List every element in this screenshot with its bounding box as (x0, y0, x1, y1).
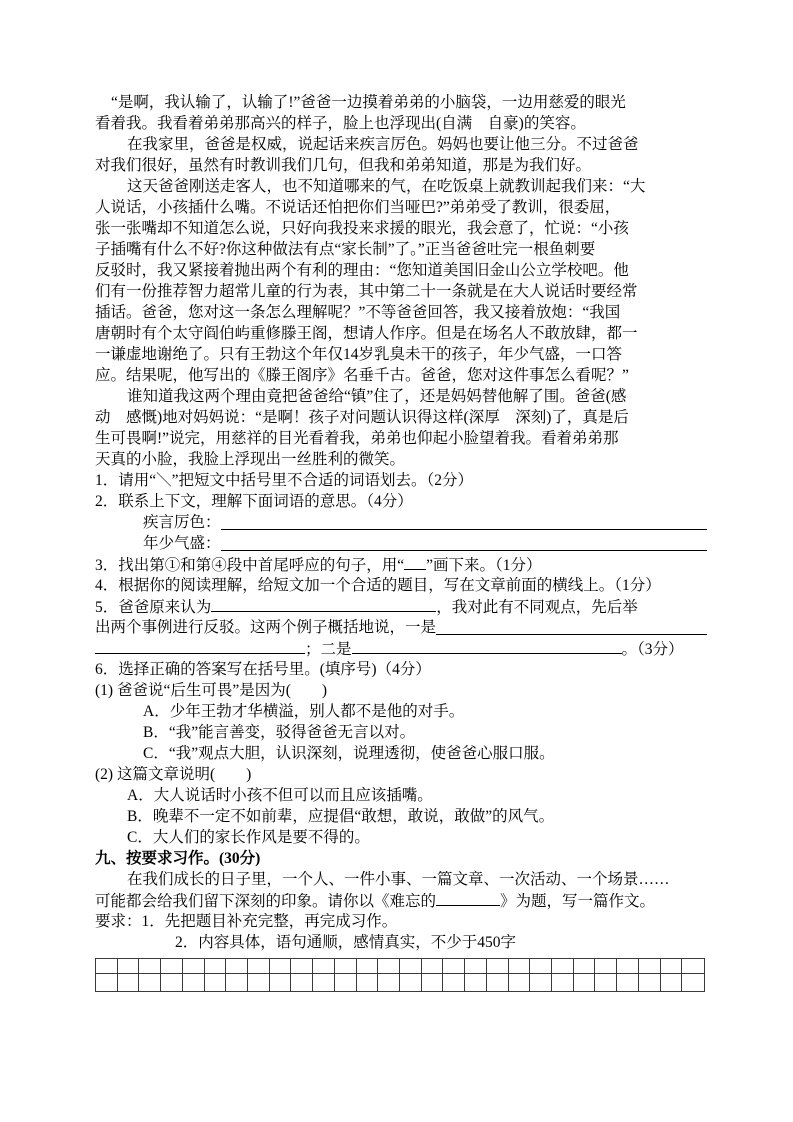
text-segment: 在我们成长的日子里，一个人、一件小事、一篇文章、一次活动、一个场景…… (127, 871, 670, 888)
answer-blank (436, 619, 707, 635)
text-segment: 4．根据你的阅读理解，给短文加一个合适的题目，写在文章前面的横线上。（1分） (95, 577, 661, 594)
question-4 (95, 575, 707, 596)
writing-grid-cell (487, 974, 509, 991)
passage-p1-line2 (95, 113, 707, 134)
writing-grid-cell (226, 974, 248, 991)
text-segment: 天真的小脸，我脸上浮现出一丝胜利的微笑。 (95, 451, 406, 468)
passage-p3-line2 (95, 197, 707, 218)
text-segment: 生可畏啊!”说完，用慈祥的目光看着我，弟弟也仰起小脸望着我。看着弟弟那 (95, 430, 619, 447)
question-6-2-option-c (95, 827, 707, 848)
text-segment: 谁知道我这两个理由竟把爸爸给“镇”住了，还是妈妈替他解了围。爸爸(感 (127, 388, 627, 405)
question-5-line2 (95, 617, 707, 638)
writing-grid-cell (574, 959, 596, 974)
passage-p4-line2 (95, 407, 707, 428)
writing-grid-cell (639, 959, 661, 974)
passage-p3-line7 (95, 302, 707, 323)
text-segment: (1) 爸爸说“后生可畏”是因为( ) (95, 682, 328, 699)
writing-grid-cell (422, 959, 444, 974)
question-2-word1 (95, 512, 707, 533)
writing-grid (95, 958, 705, 992)
text-segment: 张一张嘴却不知道怎么说，只好向我投来求援的眼光，我会意了，忙说：“小孩 (95, 220, 629, 237)
writing-grid-cell (118, 959, 140, 974)
question-1 (95, 470, 707, 491)
text-segment: ”画下来。（1分） (426, 557, 542, 574)
writing-grid-cell (161, 974, 183, 991)
writing-grid-cell (248, 959, 270, 974)
writing-grid-cell (335, 959, 357, 974)
text-segment: B．“我”能言善变，驳得爸爸无言以对。 (143, 724, 416, 741)
text-segment: 3．找出第①和第④段中首尾呼应的句子，用“ (95, 557, 405, 574)
writing-grid-cell (291, 974, 313, 991)
text-segment: 唐朝时有个太守阎伯屿重修滕王阁，想请人作序。但是在场名人不敢放肆，都一 (95, 325, 638, 342)
writing-grid-cell (226, 959, 248, 974)
passage-p4-line1 (95, 386, 707, 407)
writing-grid-cell (139, 959, 161, 974)
writing-grid-cell (443, 959, 465, 974)
answer-blank (211, 596, 436, 612)
text-segment: 九、按要求习作。(30分) (95, 850, 261, 867)
writing-grid-cell (661, 959, 683, 974)
passage-p2-line2 (95, 155, 707, 176)
text-segment: 们有一份推荐智力超常儿童的行为表，其中第二十一条就是在大人说话时要经常 (95, 283, 638, 300)
writing-grid-cell (595, 974, 617, 991)
answer-blank (95, 638, 305, 654)
text-segment: A．少年王勃才华横溢，别人都不是他的对手。 (143, 703, 465, 720)
writing-grid-cell (183, 974, 205, 991)
answer-blank (221, 535, 707, 551)
writing-grid-cell (96, 974, 118, 991)
writing-grid-cell (509, 959, 531, 974)
question-5-line3 (95, 638, 707, 659)
text-segment: 可能都会给我们留下深刻的印象。请你以《难忘的 (95, 893, 437, 910)
writing-grid-cell (313, 974, 335, 991)
text-segment: 这天爸爸刚送走客人，也不知道哪来的气，在吃饭桌上就教训起我们来：“大 (127, 178, 646, 195)
writing-grid-cell (661, 974, 683, 991)
writing-grid-cell (530, 959, 552, 974)
text-segment: 要求：1．先把题目补充完整，再完成习作。 (95, 913, 398, 930)
question-5-line1 (95, 596, 707, 617)
text-segment: 插话。爸爸，您对这一条怎么理解呢？”不等爸爸回答，我又接着放炮：“我国 (95, 304, 621, 321)
passage-p3-line6 (95, 281, 707, 302)
writing-grid-cell (682, 959, 704, 974)
writing-grid-cell (270, 959, 292, 974)
writing-grid-cell (617, 959, 639, 974)
writing-grid-cell (139, 974, 161, 991)
question-6-2-option-b (95, 806, 707, 827)
writing-grid-cell (378, 959, 400, 974)
text-segment: 动 感慨)地对妈妈说：“是啊！孩子对问题认识得这样(深厚 深刻)了，真是后 (95, 409, 629, 426)
question-6-1-option-c (95, 743, 707, 764)
text-segment: (2) 这篇文章说明( ) (95, 766, 252, 783)
writing-grid-cell (96, 959, 118, 974)
question-2-word2 (95, 533, 707, 554)
text-segment: ，我对此有不同观点，先后举 (436, 599, 638, 616)
document-content (95, 92, 707, 992)
text-segment: 年少气盛： (143, 535, 221, 552)
passage-p3-line3 (95, 218, 707, 239)
text-segment: 6．选择正确的答案写在括号里。(填序号)（4分） (95, 661, 431, 678)
question-6-1 (95, 680, 707, 701)
passage-p4-line4 (95, 449, 707, 470)
answer-blank (352, 638, 622, 654)
text-segment: 应。结果呢，他写出的《滕王阁序》名垂千古。爸爸，您对这件事怎么看呢？” (95, 367, 629, 384)
writing-grid-cell (313, 959, 335, 974)
writing-grid-cell (161, 959, 183, 974)
passage-p2-line1 (95, 134, 707, 155)
text-segment: 一谦虚地谢绝了。只有王勃这个年仅14岁乳臭未干的孩子，年少气盛，一口答 (95, 346, 623, 363)
writing-grid-cell (530, 974, 552, 991)
writing-grid-cell (183, 959, 205, 974)
text-segment: C．“我”观点大胆，认识深刻，说理透彻，使爸爸心服口服。 (143, 745, 555, 762)
passage-p3-line5 (95, 260, 707, 281)
writing-grid-cell (509, 974, 531, 991)
writing-grid-cell (552, 974, 574, 991)
text-segment: 人说话，小孩插什么嘴。不说话还怕把你们当哑巴?”弟弟受了教训，很委屈， (95, 199, 621, 216)
text-segment: B．晚辈不一定不如前辈，应提倡“敢想，敢说，敢做”的风气。 (127, 808, 555, 825)
text-segment: C．大人们的家长作风是要不得的。 (127, 829, 370, 846)
section-9-intro-line2 (95, 890, 707, 911)
text-segment: 》为题，写一篇作文。 (500, 893, 656, 910)
writing-grid-cell (443, 974, 465, 991)
answer-blank (404, 554, 426, 570)
writing-grid-cell (617, 974, 639, 991)
writing-grid-cell (357, 974, 379, 991)
text-segment: 2．联系上下文，理解下面词语的意思。（4分） (95, 493, 413, 510)
question-6-1-option-b (95, 722, 707, 743)
answer-blank (436, 890, 500, 906)
question-3 (95, 554, 707, 575)
writing-grid-cell (574, 974, 596, 991)
answer-blank (221, 514, 707, 530)
text-segment: 子插嘴有什么不好?你这种做法有点“家长制”了。”正当爸爸吐完一根鱼刺要 (95, 241, 596, 258)
writing-grid-cell (400, 974, 422, 991)
writing-grid-cell (357, 959, 379, 974)
writing-grid-cell (205, 959, 227, 974)
text-segment: 反驳时，我又紧接着抛出两个有利的理由：“您知道美国旧金山公立学校吧。他 (95, 262, 629, 279)
writing-grid-cell (378, 974, 400, 991)
text-segment: A．大人说话时小孩不但可以而且应该插嘴。 (127, 787, 433, 804)
writing-grid-cell (465, 974, 487, 991)
writing-grid-cell (400, 959, 422, 974)
section-9-requirement-2 (95, 932, 707, 953)
text-segment: 对我们很好，虽然有时教训我们几句，但我和弟弟知道，那是为我们好。 (95, 157, 592, 174)
text-segment: 2．内容具体，语句通顺，感情真实，不少于450字 (175, 934, 517, 951)
writing-grid-cell (205, 974, 227, 991)
passage-p3-line10 (95, 365, 707, 386)
writing-grid-cell (639, 974, 661, 991)
passage-p3-line1 (95, 176, 707, 197)
writing-grid-cell (422, 974, 444, 991)
text-segment: 在我家里，爸爸是权威，说起话来疾言厉色。妈妈也要让他三分。不过爸爸 (127, 136, 639, 153)
passage-p3-line9 (95, 344, 707, 365)
question-6 (95, 659, 707, 680)
text-segment: “是啊，我认输了，认输了!”爸爸一边摸着弟弟的小脑袋，一边用慈爱的眼光 (111, 94, 626, 111)
section-9-intro-line1 (95, 869, 707, 890)
writing-grid-cell (682, 974, 704, 991)
writing-grid-cell (552, 959, 574, 974)
text-segment: 1．请用“＼”把短文中括号里不合适的词语划去。（2分） (95, 472, 474, 489)
text-segment: 出两个事例进行反驳。这两个例子概括地说，一是 (95, 619, 437, 636)
writing-grid-cell (595, 959, 617, 974)
passage-p4-line3 (95, 428, 707, 449)
writing-grid-cell (291, 959, 313, 974)
text-segment: 看着我。我看着弟弟那高兴的样子，脸上也浮现出(自满 自豪)的笑容。 (95, 115, 586, 132)
section-9-heading (95, 848, 707, 869)
text-segment: 。（3分） (621, 641, 684, 658)
writing-grid-cell (270, 974, 292, 991)
question-6-2-option-a (95, 785, 707, 806)
passage-p1-line1 (95, 92, 707, 113)
question-6-2 (95, 764, 707, 785)
writing-grid-cell (465, 959, 487, 974)
writing-grid-cell (248, 974, 270, 991)
section-9-requirement-1 (95, 911, 707, 932)
text-segment: 疾言厉色： (143, 514, 221, 531)
question-2 (95, 491, 707, 512)
writing-grid-cell (335, 974, 357, 991)
writing-grid-cell (487, 959, 509, 974)
passage-p3-line4 (95, 239, 707, 260)
question-6-1-option-a (95, 701, 707, 722)
text-segment: ；二是 (305, 641, 352, 658)
text-segment: 5．爸爸原来认为 (95, 599, 212, 616)
writing-grid-cell (118, 974, 140, 991)
passage-p3-line8 (95, 323, 707, 344)
